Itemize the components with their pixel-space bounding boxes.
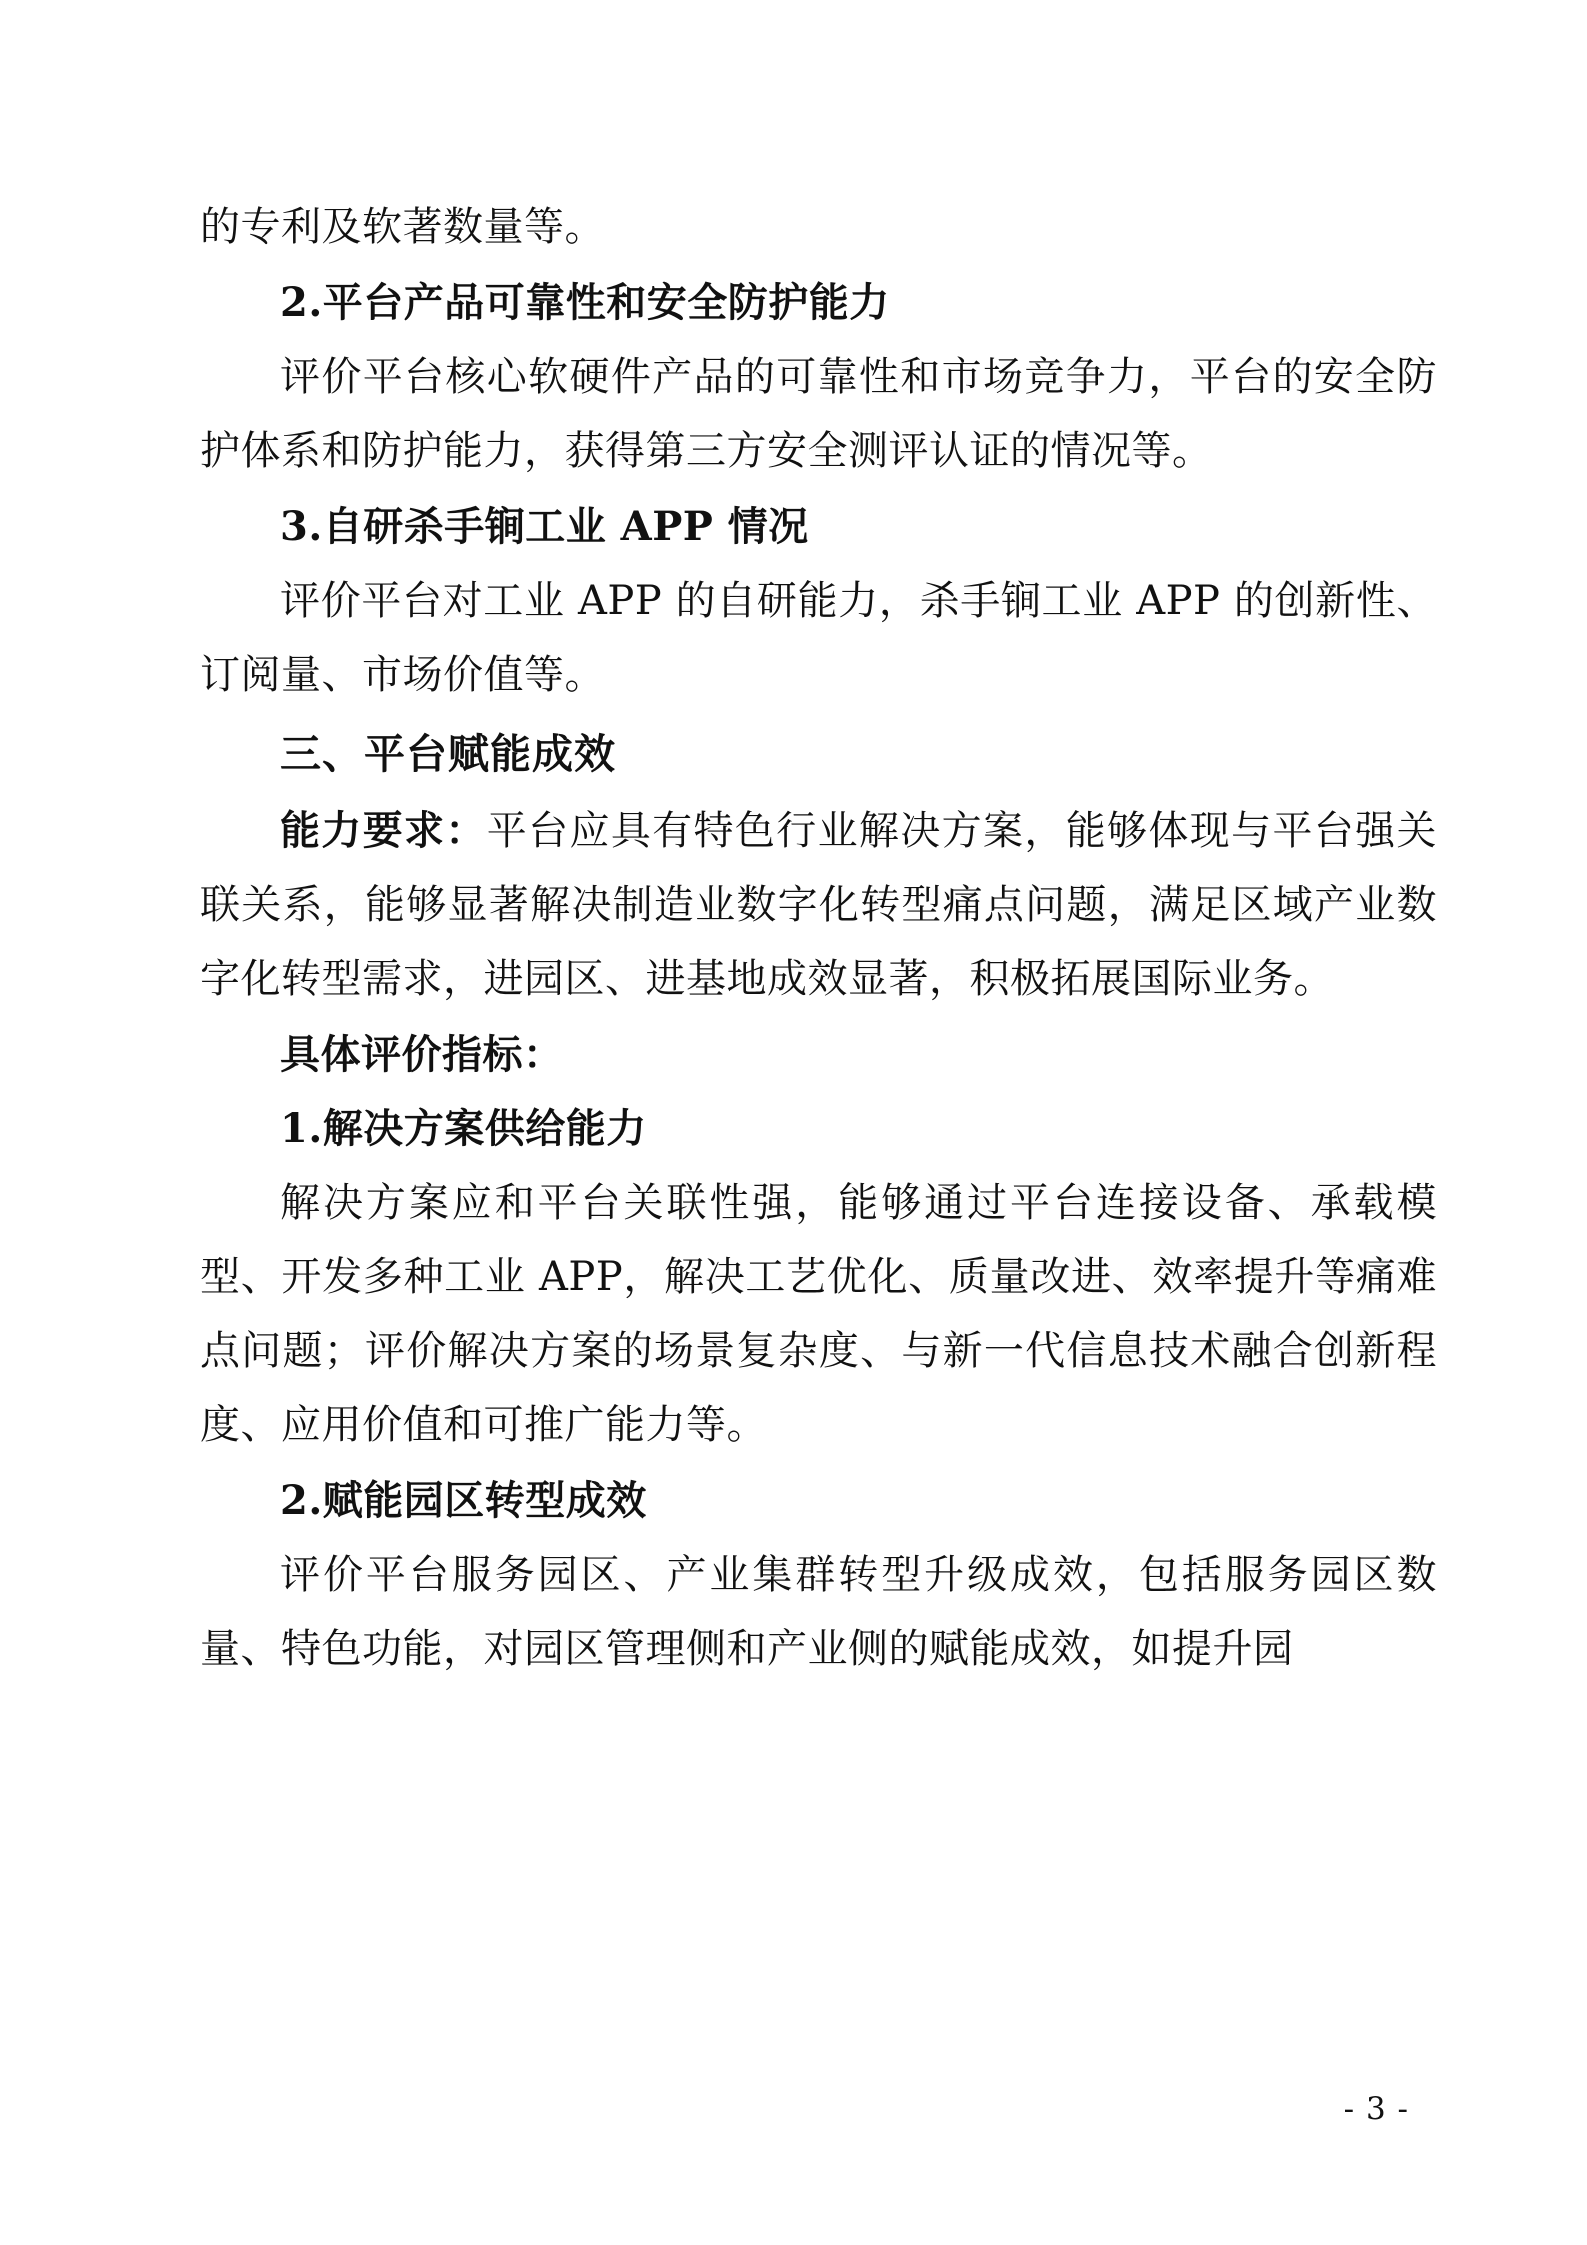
heading-solution-supply: 1.解决方案供给能力 bbox=[280, 1105, 647, 1152]
heading-park-transformation: 2.赋能园区转型成效 bbox=[280, 1477, 647, 1524]
paragraph-solution-supply: 解决方案应和平台关联性强，能够通过平台连接设备、承载模型、开发多种工业 APP，解决工艺优化、质量改进、效率提升等痛难点问题；评价解决方案的场景复杂度、与新一代信息技术融合创新程度、应用价值和可推广能力等。 bbox=[200, 1180, 1437, 1448]
capability-requirement-text: 平台应具有特色行业解决方案，能够体现与平台强关联关系，能够显著解决制造业数字化转型痛点问题，满足区域产业数字化转型需求，进园区、进基地成效显著，积极拓展国际业务。 bbox=[200, 808, 1438, 1002]
heading-self-developed-app: 3.自研杀手锏工业 APP 情况 bbox=[280, 503, 809, 550]
capability-requirement-label: 能力要求： bbox=[280, 807, 487, 854]
paragraph-capability-requirement bbox=[200, 794, 1437, 1016]
paragraph-park-transformation: 评价平台服务园区、产业集群转型升级成效，包括服务园区数量、特色功能，对园区管理侧和产业侧的赋能成效，如提升园 bbox=[200, 1552, 1437, 1672]
paragraph-self-developed-app: 评价平台对工业 APP 的自研能力，杀手锏工业 APP 的创新性、订阅量、市场价值等。 bbox=[200, 578, 1437, 698]
paragraph-continued: 的专利及软著数量等。 bbox=[200, 204, 605, 250]
paragraph-platform-reliability: 评价平台核心软硬件产品的可靠性和市场竞争力，平台的安全防护体系和防护能力，获得第三方安全测评认证的情况等。 bbox=[200, 354, 1437, 474]
heading-specific-indicators: 具体评价指标： bbox=[280, 1031, 564, 1078]
heading-section-three: 三、平台赋能成效 bbox=[280, 730, 616, 778]
page-number: - 3 - bbox=[1343, 2091, 1409, 2127]
heading-platform-reliability: 2.平台产品可靠性和安全防护能力 bbox=[280, 279, 890, 326]
